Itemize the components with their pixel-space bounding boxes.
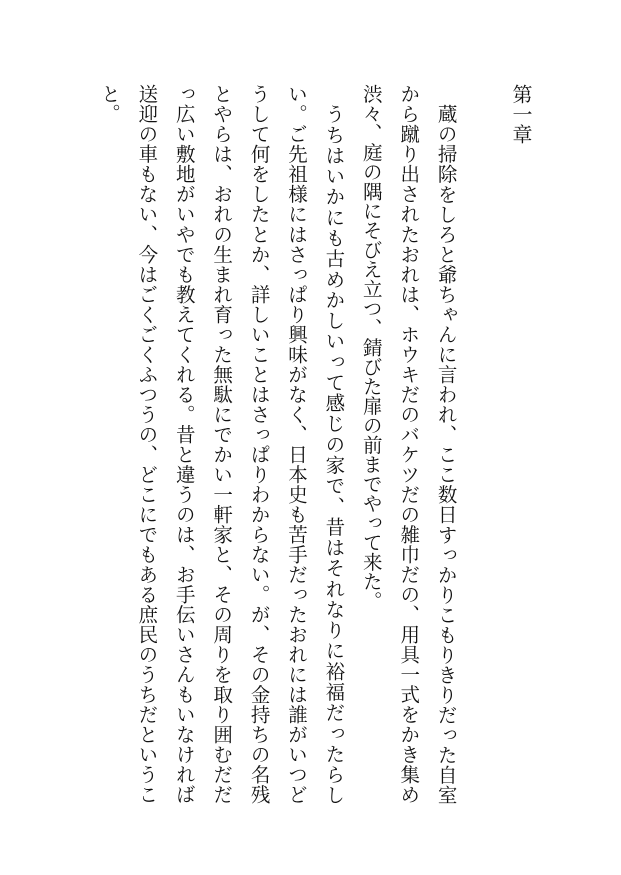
chapter-title: 第一章 <box>509 84 533 144</box>
paragraph-2: うちはいかにも古めかしいって感じの家で、昔はそれなりに裕福だったらしい。ご先祖様にはさっぱり興味がなく、日本史も苦手だったおれには誰がいつどうして何をしたとか、詳しいことはさっぱりわからない。が、その金持ちの名残とやらは、おれの生まれ育った無駄にでかい一軒家と、その周りを取り囲むだだっ広い敷地がいやでも教えてくれる。昔と違うのは、お手伝いさんもいなければ送迎の車もない、今はごくごくふつうの、どこにでもある庶民のうちだということ。 <box>97 84 346 804</box>
vertical-text-block <box>91 84 539 804</box>
paragraph-1: 蔵の掃除をしろと爺ちゃんに言われ、ここ数日すっかりこもりきりだった自室から蹴り出されたおれは、ホウキだのバケツだの雑巾だの、用具一式をかき集め渋々、庭の隅にそびえ立つ、錆びた扉の前までやって来た。 <box>359 84 458 804</box>
